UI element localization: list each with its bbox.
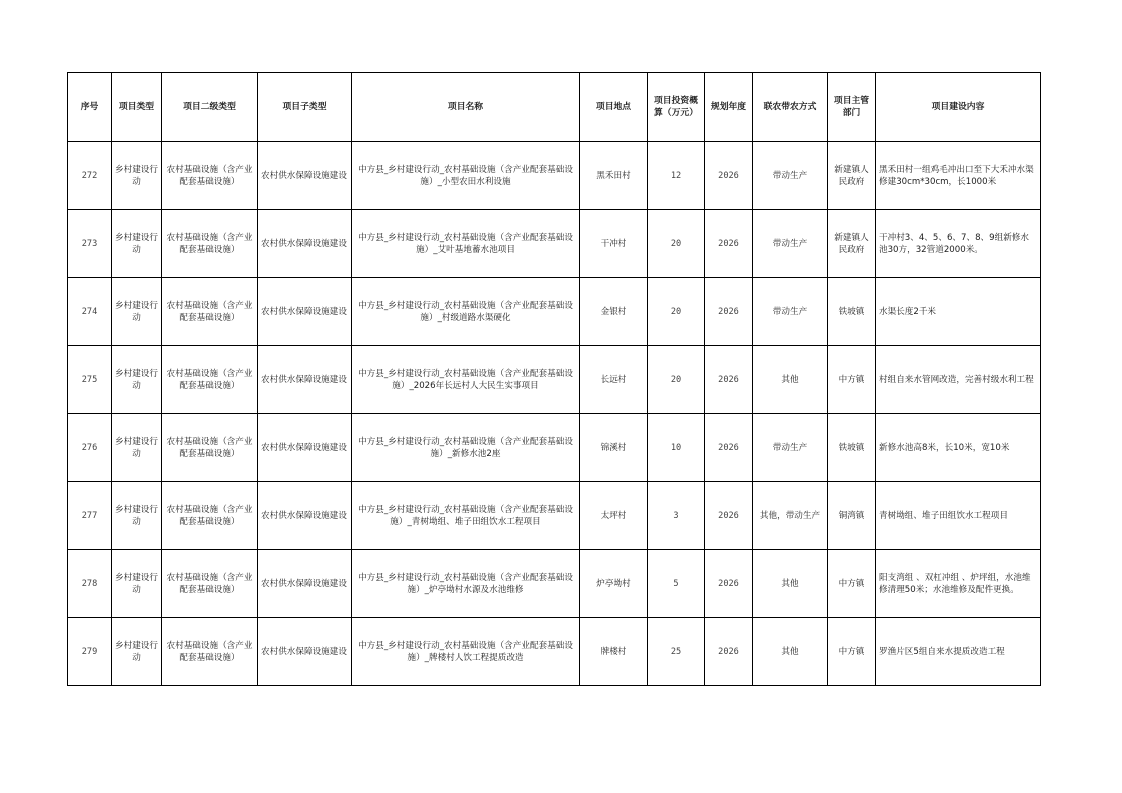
cell-name: 中方县_乡村建设行动_农村基础设施（含产业配套基础设施）_炉亭坳村水源及水池维修 <box>352 550 580 618</box>
cell-year: 2026 <box>705 278 753 346</box>
cell-farmer-link: 其他 <box>753 550 828 618</box>
cell-year: 2026 <box>705 346 753 414</box>
cell-subtype: 农村供水保障设施建设 <box>258 278 352 346</box>
table-row <box>68 482 1041 550</box>
cell-content: 干冲村3、4、5、6、7、8、9组新修水池30方，32管道2000米。 <box>876 210 1041 278</box>
cell-budget: 10 <box>648 414 705 482</box>
cell-subtype2: 农村基础设施（含产业配套基础设施） <box>162 550 258 618</box>
cell-department: 新建镇人民政府 <box>828 142 876 210</box>
cell-subtype2: 农村基础设施（含产业配套基础设施） <box>162 346 258 414</box>
cell-subtype: 农村供水保障设施建设 <box>258 142 352 210</box>
cell-farmer-link: 其他，带动生产 <box>753 482 828 550</box>
cell-type: 乡村建设行动 <box>112 210 162 278</box>
cell-location: 金银村 <box>580 278 648 346</box>
header-subtype: 项目子类型 <box>258 73 352 142</box>
cell-seq: 278 <box>68 550 112 618</box>
cell-subtype: 农村供水保障设施建设 <box>258 414 352 482</box>
cell-department: 中方镇 <box>828 618 876 686</box>
cell-farmer-link: 其他 <box>753 618 828 686</box>
table-row <box>68 414 1041 482</box>
table-row <box>68 346 1041 414</box>
cell-name: 中方县_乡村建设行动_农村基础设施（含产业配套基础设施）_青树坳组、堆子田组饮水工程项目 <box>352 482 580 550</box>
cell-location: 太坪村 <box>580 482 648 550</box>
cell-year: 2026 <box>705 482 753 550</box>
cell-department: 铁坡镇 <box>828 278 876 346</box>
cell-seq: 272 <box>68 142 112 210</box>
cell-farmer-link: 带动生产 <box>753 278 828 346</box>
cell-farmer-link: 带动生产 <box>753 210 828 278</box>
cell-type: 乡村建设行动 <box>112 414 162 482</box>
cell-subtype: 农村供水保障设施建设 <box>258 210 352 278</box>
cell-name: 中方县_乡村建设行动_农村基础设施（含产业配套基础设施）_艾叶基地蓄水池项目 <box>352 210 580 278</box>
cell-subtype: 农村供水保障设施建设 <box>258 618 352 686</box>
cell-year: 2026 <box>705 210 753 278</box>
cell-seq: 279 <box>68 618 112 686</box>
cell-seq: 277 <box>68 482 112 550</box>
cell-content: 阳支湾组 、双杠冲组 、炉坪组，水池维修清理50米；水池维修及配件更换。 <box>876 550 1041 618</box>
header-subtype2: 项目二级类型 <box>162 73 258 142</box>
cell-subtype2: 农村基础设施（含产业配套基础设施） <box>162 482 258 550</box>
cell-budget: 20 <box>648 346 705 414</box>
cell-seq: 275 <box>68 346 112 414</box>
cell-farmer-link: 带动生产 <box>753 142 828 210</box>
cell-name: 中方县_乡村建设行动_农村基础设施（含产业配套基础设施）_牌楼村人饮工程提质改造 <box>352 618 580 686</box>
cell-year: 2026 <box>705 414 753 482</box>
cell-name: 中方县_乡村建设行动_农村基础设施（含产业配套基础设施）_新修水池2座 <box>352 414 580 482</box>
cell-content: 水渠长度2千米 <box>876 278 1041 346</box>
cell-location: 牌楼村 <box>580 618 648 686</box>
cell-year: 2026 <box>705 142 753 210</box>
cell-budget: 20 <box>648 278 705 346</box>
header-year: 规划年度 <box>705 73 753 142</box>
cell-location: 干冲村 <box>580 210 648 278</box>
cell-subtype2: 农村基础设施（含产业配套基础设施） <box>162 414 258 482</box>
header-location: 项目地点 <box>580 73 648 142</box>
cell-department: 铁坡镇 <box>828 414 876 482</box>
cell-location: 黑禾田村 <box>580 142 648 210</box>
header-row <box>68 73 1041 142</box>
cell-budget: 25 <box>648 618 705 686</box>
cell-seq: 276 <box>68 414 112 482</box>
cell-subtype2: 农村基础设施（含产业配套基础设施） <box>162 210 258 278</box>
cell-name: 中方县_乡村建设行动_农村基础设施（含产业配套基础设施）_小型农田水利设施 <box>352 142 580 210</box>
cell-seq: 274 <box>68 278 112 346</box>
cell-type: 乡村建设行动 <box>112 550 162 618</box>
cell-subtype: 农村供水保障设施建设 <box>258 346 352 414</box>
cell-department: 中方镇 <box>828 346 876 414</box>
cell-department: 中方镇 <box>828 550 876 618</box>
header-department: 项目主管部门 <box>828 73 876 142</box>
cell-type: 乡村建设行动 <box>112 618 162 686</box>
cell-location: 炉亭坳村 <box>580 550 648 618</box>
cell-location: 长远村 <box>580 346 648 414</box>
cell-content: 黑禾田村一组鸡毛冲出口至下大禾冲水渠修建30cm*30cm，长1000米 <box>876 142 1041 210</box>
cell-subtype2: 农村基础设施（含产业配套基础设施） <box>162 142 258 210</box>
cell-subtype: 农村供水保障设施建设 <box>258 482 352 550</box>
cell-farmer-link: 带动生产 <box>753 414 828 482</box>
cell-name: 中方县_乡村建设行动_农村基础设施（含产业配套基础设施）_2026年长远村人大民生实事项目 <box>352 346 580 414</box>
cell-type: 乡村建设行动 <box>112 482 162 550</box>
project-table <box>67 72 1041 686</box>
header-name: 项目名称 <box>352 73 580 142</box>
cell-budget: 5 <box>648 550 705 618</box>
cell-content: 罗渔片区5组自来水提质改造工程 <box>876 618 1041 686</box>
cell-content: 青树坳组、堆子田组饮水工程项目 <box>876 482 1041 550</box>
cell-subtype2: 农村基础设施（含产业配套基础设施） <box>162 618 258 686</box>
header-budget: 项目投资概算（万元） <box>648 73 705 142</box>
cell-subtype: 农村供水保障设施建设 <box>258 550 352 618</box>
cell-budget: 20 <box>648 210 705 278</box>
cell-seq: 273 <box>68 210 112 278</box>
cell-department: 新建镇人民政府 <box>828 210 876 278</box>
header-content: 项目建设内容 <box>876 73 1041 142</box>
cell-name: 中方县_乡村建设行动_农村基础设施（含产业配套基础设施）_村级道路水渠硬化 <box>352 278 580 346</box>
cell-department: 铜湾镇 <box>828 482 876 550</box>
cell-farmer-link: 其他 <box>753 346 828 414</box>
cell-content: 村组自来水管网改造，完善村级水利工程 <box>876 346 1041 414</box>
header-seq: 序号 <box>68 73 112 142</box>
header-farmer-link: 联农带农方式 <box>753 73 828 142</box>
table-row <box>68 618 1041 686</box>
cell-type: 乡村建设行动 <box>112 142 162 210</box>
table-row <box>68 550 1041 618</box>
header-type: 项目类型 <box>112 73 162 142</box>
cell-content: 新修水池高8米，长10米，宽10米 <box>876 414 1041 482</box>
cell-location: 锦溪村 <box>580 414 648 482</box>
table-row <box>68 210 1041 278</box>
table-row <box>68 278 1041 346</box>
table-row <box>68 142 1041 210</box>
cell-year: 2026 <box>705 550 753 618</box>
cell-type: 乡村建设行动 <box>112 346 162 414</box>
cell-budget: 3 <box>648 482 705 550</box>
cell-year: 2026 <box>705 618 753 686</box>
cell-budget: 12 <box>648 142 705 210</box>
cell-subtype2: 农村基础设施（含产业配套基础设施） <box>162 278 258 346</box>
cell-type: 乡村建设行动 <box>112 278 162 346</box>
